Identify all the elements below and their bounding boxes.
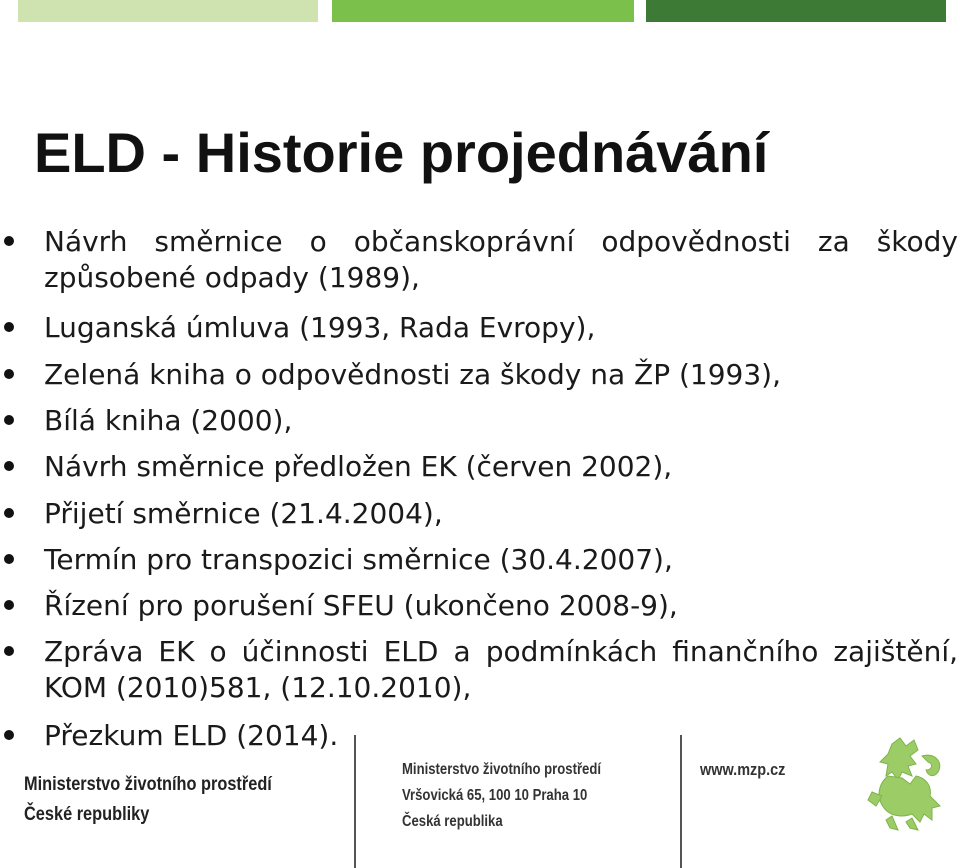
website-link[interactable]: www.mzp.cz (700, 760, 786, 779)
list-item: Návrh směrnice o občanskoprávní odpovědnosti za škody způsobené odpady (1989), (44, 224, 958, 296)
czech-lion-emblem-icon (862, 736, 948, 832)
ministry-address: Ministerstvo životního prostředí Vršovická 65, 100 10 Praha 10 Česká republika (402, 761, 602, 830)
list-item: Přijetí směrnice (21.4.2004), (44, 496, 958, 532)
bullet-dot (4, 554, 14, 564)
top-bar-mid (332, 0, 634, 22)
list-item: Návrh směrnice předložen EK (červen 2002), (44, 449, 958, 485)
ministry-logo-text: Ministerstvo životního prostředí České republiky (24, 774, 272, 825)
footer-divider (680, 735, 682, 868)
bullet-dot (4, 730, 14, 740)
footer-divider (354, 735, 356, 868)
list-item: Zpráva EK o účinnosti ELD a podmínkách finančního zajištění, KOM (2010)581, (12.10.2010), (44, 634, 958, 706)
bullet-dot (4, 646, 14, 656)
list-item: Termín pro transpozici směrnice (30.4.2007), (44, 542, 958, 578)
slide-title: ELD - Historie projednávání (34, 121, 769, 184)
bullet-dot (4, 369, 14, 379)
list-item: Bílá kniha (2000), (44, 403, 958, 439)
top-bar-light (18, 0, 318, 22)
bullet-dot (4, 600, 14, 610)
list-item: Řízení pro porušení SFEU (ukončeno 2008-9), (44, 588, 958, 624)
bullet-dot (4, 415, 14, 425)
bullet-dot (4, 461, 14, 471)
top-bar-dark (646, 0, 946, 22)
list-item: Přezkum ELD (2014). (44, 718, 958, 754)
bullet-dot (4, 236, 14, 246)
bullet-dot (4, 322, 14, 332)
bullet-dot (4, 508, 14, 518)
list-item: Luganská úmluva (1993, Rada Evropy), (44, 310, 958, 346)
list-item: Zelená kniha o odpovědnosti za škody na ŽP (1993), (44, 357, 958, 393)
